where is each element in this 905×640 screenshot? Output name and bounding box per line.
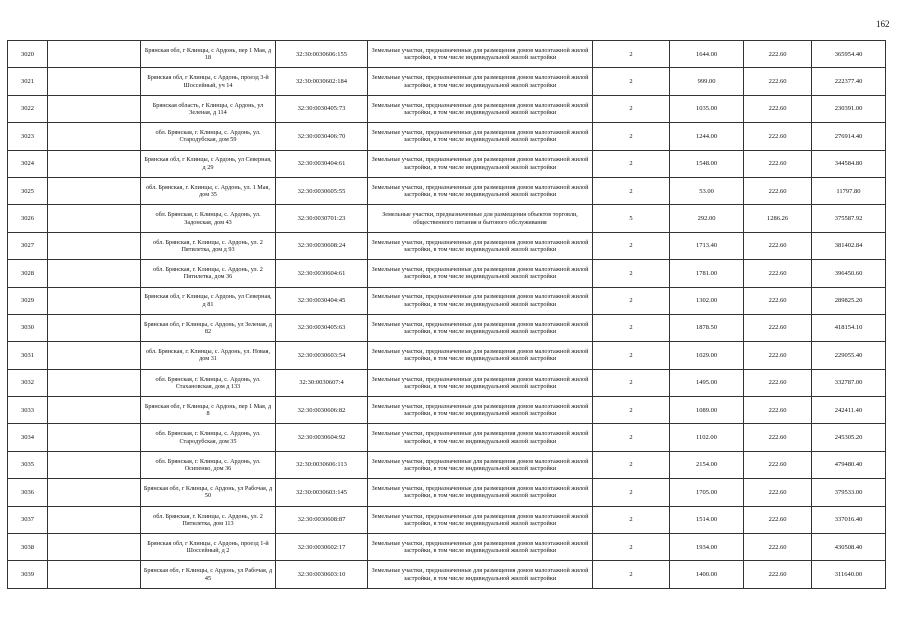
- address-cell: обл. Брянская, г. Клинцы, с. Ардонь, ул. 2 Пятилетка, дом д 93: [141, 232, 276, 259]
- rate-cell: 222.60: [744, 260, 812, 287]
- land-use-cell: Земельные участки, предназначенные для размещения домов малоэтажной жилой застройки, в том числе индивидуальной жилой застройки: [368, 41, 593, 68]
- blank-cell: [48, 314, 141, 341]
- cadastral-number-cell: 32:30:0030603:145: [276, 479, 368, 506]
- table-row: [8, 424, 886, 451]
- blank-cell: [48, 68, 141, 95]
- blank-cell: [48, 479, 141, 506]
- row-number: 3023: [8, 123, 48, 150]
- land-use-cell: Земельные участки, предназначенные для размещения домов малоэтажной жилой застройки, в том числе индивидуальной жилой застройки: [368, 123, 593, 150]
- cadastral-value-cell: 379533.00: [812, 479, 886, 506]
- area-cell: 1878.50: [670, 314, 744, 341]
- page-number: 162: [876, 19, 890, 29]
- cadastral-number-cell: 32:30:0030602:184: [276, 68, 368, 95]
- land-use-cell: Земельные участки, предназначенные для размещения домов малоэтажной жилой застройки, в том числе индивидуальной жилой застройки: [368, 260, 593, 287]
- rate-cell: 222.60: [744, 232, 812, 259]
- address-cell: Брянская обл, г Клинцы, с Ардонь, проезд 3-й Шоссейный, уч 14: [141, 68, 276, 95]
- group-cell: 2: [593, 506, 670, 533]
- rate-cell: 222.60: [744, 561, 812, 588]
- table-row: [8, 287, 886, 314]
- cadastral-value-cell: 430508.40: [812, 534, 886, 561]
- group-cell: 2: [593, 123, 670, 150]
- cadastral-number-cell: 32:30:0030406:70: [276, 123, 368, 150]
- cadastral-value-cell: 344584.80: [812, 150, 886, 177]
- rate-cell: 222.60: [744, 95, 812, 122]
- land-use-cell: Земельные участки, предназначенные для размещения объектов торговли, общественного питания и бытового обслуживания: [368, 205, 593, 232]
- blank-cell: [48, 287, 141, 314]
- cadastral-number-cell: 32:30:0030404:45: [276, 287, 368, 314]
- blank-cell: [48, 397, 141, 424]
- table-row: [8, 534, 886, 561]
- table-row: [8, 260, 886, 287]
- land-use-cell: Земельные участки, предназначенные для размещения домов малоэтажной жилой застройки, в том числе индивидуальной жилой застройки: [368, 314, 593, 341]
- row-number: 3035: [8, 451, 48, 478]
- table-row: [8, 68, 886, 95]
- table-row: [8, 123, 886, 150]
- table-row: [8, 41, 886, 68]
- land-use-cell: Земельные участки, предназначенные для размещения домов малоэтажной жилой застройки, в том числе индивидуальной жилой застройки: [368, 506, 593, 533]
- land-use-cell: Земельные участки, предназначенные для размещения домов малоэтажной жилой застройки, в том числе индивидуальной жилой застройки: [368, 397, 593, 424]
- blank-cell: [48, 506, 141, 533]
- land-use-cell: Земельные участки, предназначенные для размещения домов малоэтажной жилой застройки, в том числе индивидуальной жилой застройки: [368, 561, 593, 588]
- cadastral-value-cell: 230391.00: [812, 95, 886, 122]
- area-cell: 1514.00: [670, 506, 744, 533]
- area-cell: 999.00: [670, 68, 744, 95]
- cadastral-value-cell: 418154.10: [812, 314, 886, 341]
- address-cell: обл. Брянская, г. Клинцы, с. Ардонь, ул. Осипенко, дом 36: [141, 451, 276, 478]
- row-number: 3020: [8, 41, 48, 68]
- rate-cell: 222.60: [744, 479, 812, 506]
- group-cell: 2: [593, 451, 670, 478]
- row-number: 3028: [8, 260, 48, 287]
- land-use-cell: Земельные участки, предназначенные для размещения домов малоэтажной жилой застройки, в том числе индивидуальной жилой застройки: [368, 451, 593, 478]
- cadastral-value-cell: 479480.40: [812, 451, 886, 478]
- cadastral-value-cell: 375587.92: [812, 205, 886, 232]
- cadastral-number-cell: 32:30:0030606:155: [276, 41, 368, 68]
- area-cell: 1400.00: [670, 561, 744, 588]
- address-cell: обл. Брянская, г. Клинцы, с. Ардонь, ул. Стародубская, дом 59: [141, 123, 276, 150]
- rate-cell: 222.60: [744, 287, 812, 314]
- address-cell: обл. Брянская, г. Клинцы, с. Ардонь, ул. Стародубская, дом 35: [141, 424, 276, 451]
- cadastral-number-cell: 32:30:0030603:54: [276, 342, 368, 369]
- cadastral-value-cell: 276914.40: [812, 123, 886, 150]
- land-use-cell: Земельные участки, предназначенные для размещения домов малоэтажной жилой застройки, в том числе индивидуальной жилой застройки: [368, 150, 593, 177]
- row-number: 3038: [8, 534, 48, 561]
- area-cell: 292.00: [670, 205, 744, 232]
- cadastral-number-cell: 32:30:0030604:92: [276, 424, 368, 451]
- cadastral-value-cell: 289825.20: [812, 287, 886, 314]
- area-cell: 1035.00: [670, 95, 744, 122]
- area-cell: 1244.00: [670, 123, 744, 150]
- blank-cell: [48, 123, 141, 150]
- address-cell: Брянская обл, г Клинцы, с Ардонь, ул Рабочая, д 50: [141, 479, 276, 506]
- area-cell: 1089.00: [670, 397, 744, 424]
- cadastral-number-cell: 32:30:0030606:82: [276, 397, 368, 424]
- rate-cell: 222.60: [744, 369, 812, 396]
- group-cell: 2: [593, 479, 670, 506]
- rate-cell: 222.60: [744, 506, 812, 533]
- rate-cell: 222.60: [744, 342, 812, 369]
- address-cell: Брянская обл, г Клинцы, с Ардонь, ул Северная, д 81: [141, 287, 276, 314]
- cadastral-number-cell: 32:30:0030607:4: [276, 369, 368, 396]
- row-number: 3039: [8, 561, 48, 588]
- rate-cell: 222.60: [744, 534, 812, 561]
- cadastral-value-cell: 245305.20: [812, 424, 886, 451]
- area-cell: 2154.00: [670, 451, 744, 478]
- cadastral-value-cell: 229055.40: [812, 342, 886, 369]
- land-use-cell: Земельные участки, предназначенные для размещения домов малоэтажной жилой застройки, в том числе индивидуальной жилой застройки: [368, 287, 593, 314]
- cadastral-value-cell: 242411.40: [812, 397, 886, 424]
- area-cell: 1781.00: [670, 260, 744, 287]
- land-use-cell: Земельные участки, предназначенные для размещения домов малоэтажной жилой застройки, в том числе индивидуальной жилой застройки: [368, 342, 593, 369]
- blank-cell: [48, 424, 141, 451]
- cadastral-value-cell: 396450.60: [812, 260, 886, 287]
- row-number: 3032: [8, 369, 48, 396]
- blank-cell: [48, 451, 141, 478]
- area-cell: 1495.00: [670, 369, 744, 396]
- group-cell: 2: [593, 561, 670, 588]
- table-row: [8, 451, 886, 478]
- cadastral-value-cell: 365954.40: [812, 41, 886, 68]
- cadastral-number-cell: 32:30:0030608:24: [276, 232, 368, 259]
- table-row: [8, 95, 886, 122]
- table-row: [8, 479, 886, 506]
- address-cell: Брянская обл, г Клинцы, с Ардонь, проезд 1-й Шоссейный, д 2: [141, 534, 276, 561]
- cadastral-value-cell: 337016.40: [812, 506, 886, 533]
- group-cell: 2: [593, 424, 670, 451]
- blank-cell: [48, 177, 141, 204]
- land-use-cell: Земельные участки, предназначенные для размещения домов малоэтажной жилой застройки, в том числе индивидуальной жилой застройки: [368, 95, 593, 122]
- group-cell: 2: [593, 68, 670, 95]
- group-cell: 2: [593, 369, 670, 396]
- cadastral-value-cell: 222377.40: [812, 68, 886, 95]
- cadastral-number-cell: 32:30:0030405:63: [276, 314, 368, 341]
- table-row: [8, 232, 886, 259]
- table-row: [8, 561, 886, 588]
- area-cell: 1713.40: [670, 232, 744, 259]
- land-use-cell: Земельные участки, предназначенные для размещения домов малоэтажной жилой застройки, в том числе индивидуальной жилой застройки: [368, 177, 593, 204]
- table-row: [8, 397, 886, 424]
- row-number: 3034: [8, 424, 48, 451]
- row-number: 3025: [8, 177, 48, 204]
- table-row: [8, 506, 886, 533]
- group-cell: 2: [593, 41, 670, 68]
- blank-cell: [48, 232, 141, 259]
- rate-cell: 222.60: [744, 150, 812, 177]
- row-number: 3037: [8, 506, 48, 533]
- area-cell: 1934.00: [670, 534, 744, 561]
- rate-cell: 1286.26: [744, 205, 812, 232]
- group-cell: 2: [593, 534, 670, 561]
- area-cell: 1102.00: [670, 424, 744, 451]
- group-cell: 2: [593, 95, 670, 122]
- address-cell: обл. Брянская, г. Клинцы, с. Ардонь, ул. 2 Пятилетка, дом 36: [141, 260, 276, 287]
- rate-cell: 222.60: [744, 123, 812, 150]
- cadastral-number-cell: 32:30:0030606:113: [276, 451, 368, 478]
- cadastral-number-cell: 32:30:0030604:61: [276, 260, 368, 287]
- cadastral-number-cell: 32:30:0030603:10: [276, 561, 368, 588]
- group-cell: 2: [593, 342, 670, 369]
- rate-cell: 222.60: [744, 397, 812, 424]
- group-cell: 2: [593, 260, 670, 287]
- blank-cell: [48, 150, 141, 177]
- cadastral-value-cell: 11797.80: [812, 177, 886, 204]
- row-number: 3029: [8, 287, 48, 314]
- area-cell: 1302.00: [670, 287, 744, 314]
- address-cell: Брянская область, г Клинцы, с Ардонь, ул Зеленая, д 114: [141, 95, 276, 122]
- address-cell: обл. Брянская, г. Клинцы, с. Ардонь, ул. Новая, дом 31: [141, 342, 276, 369]
- row-number: 3036: [8, 479, 48, 506]
- cadastral-value-table: [7, 40, 886, 589]
- rate-cell: 222.60: [744, 41, 812, 68]
- blank-cell: [48, 205, 141, 232]
- row-number: 3022: [8, 95, 48, 122]
- cadastral-value-cell: 381402.84: [812, 232, 886, 259]
- blank-cell: [48, 95, 141, 122]
- area-cell: 1029.00: [670, 342, 744, 369]
- rate-cell: 222.60: [744, 314, 812, 341]
- address-cell: Брянская обл, г Клинцы, с Ардонь, ул Зеленая, д 82: [141, 314, 276, 341]
- land-use-cell: Земельные участки, предназначенные для размещения домов малоэтажной жилой застройки, в том числе индивидуальной жилой застройки: [368, 68, 593, 95]
- area-cell: 53.00: [670, 177, 744, 204]
- blank-cell: [48, 534, 141, 561]
- group-cell: 2: [593, 287, 670, 314]
- group-cell: 2: [593, 397, 670, 424]
- land-use-cell: Земельные участки, предназначенные для размещения домов малоэтажной жилой застройки, в том числе индивидуальной жилой застройки: [368, 369, 593, 396]
- land-use-cell: Земельные участки, предназначенные для размещения домов малоэтажной жилой застройки, в том числе индивидуальной жилой застройки: [368, 534, 593, 561]
- row-number: 3033: [8, 397, 48, 424]
- address-cell: Брянская обл, г Клинцы, с Ардонь, пер 1 Мая, д 18: [141, 41, 276, 68]
- blank-cell: [48, 41, 141, 68]
- land-use-cell: Земельные участки, предназначенные для размещения домов малоэтажной жилой застройки, в том числе индивидуальной жилой застройки: [368, 479, 593, 506]
- row-number: 3026: [8, 205, 48, 232]
- table-row: [8, 342, 886, 369]
- cadastral-number-cell: 32:30:0030605:55: [276, 177, 368, 204]
- row-number: 3031: [8, 342, 48, 369]
- cadastral-number-cell: 32:30:0030405:73: [276, 95, 368, 122]
- row-number: 3030: [8, 314, 48, 341]
- table-row: [8, 150, 886, 177]
- cadastral-value-cell: 311640.00: [812, 561, 886, 588]
- blank-cell: [48, 561, 141, 588]
- rate-cell: 222.60: [744, 68, 812, 95]
- row-number: 3024: [8, 150, 48, 177]
- blank-cell: [48, 369, 141, 396]
- table-row: [8, 205, 886, 232]
- blank-cell: [48, 342, 141, 369]
- rate-cell: 222.60: [744, 424, 812, 451]
- rate-cell: 222.60: [744, 177, 812, 204]
- address-cell: Брянская обл, г Клинцы, с Ардонь, ул Рабочая, д 45: [141, 561, 276, 588]
- address-cell: обл. Брянская, г. Клинцы, с. Ардонь, ул. Задонская, дом 43: [141, 205, 276, 232]
- land-use-cell: Земельные участки, предназначенные для размещения домов малоэтажной жилой застройки, в том числе индивидуальной жилой застройки: [368, 424, 593, 451]
- table-row: [8, 314, 886, 341]
- group-cell: 2: [593, 150, 670, 177]
- cadastral-number-cell: 32:30:0030608:87: [276, 506, 368, 533]
- address-cell: обл. Брянская, г. Клинцы, с. Ардонь, ул. Стахановская, дом д 133: [141, 369, 276, 396]
- row-number: 3021: [8, 68, 48, 95]
- group-cell: 2: [593, 232, 670, 259]
- blank-cell: [48, 260, 141, 287]
- group-cell: 2: [593, 314, 670, 341]
- row-number: 3027: [8, 232, 48, 259]
- rate-cell: 222.60: [744, 451, 812, 478]
- area-cell: 1705.00: [670, 479, 744, 506]
- address-cell: обл. Брянская, г. Клинцы, с. Ардонь, ул. 1 Мая, дом 35: [141, 177, 276, 204]
- area-cell: 1644.00: [670, 41, 744, 68]
- table-row: [8, 369, 886, 396]
- table-row: [8, 177, 886, 204]
- land-use-cell: Земельные участки, предназначенные для размещения домов малоэтажной жилой застройки, в том числе индивидуальной жилой застройки: [368, 232, 593, 259]
- cadastral-value-cell: 332787.00: [812, 369, 886, 396]
- group-cell: 5: [593, 205, 670, 232]
- cadastral-number-cell: 32:30:0030404:61: [276, 150, 368, 177]
- group-cell: 2: [593, 177, 670, 204]
- area-cell: 1548.00: [670, 150, 744, 177]
- address-cell: обл. Брянская, г. Клинцы, с. Ардонь, ул. 2 Пятилетка, дом 113: [141, 506, 276, 533]
- cadastral-number-cell: 32:30:0030701:23: [276, 205, 368, 232]
- address-cell: Брянская обл, г Клинцы, с Ардонь, пер 1 Мая, д 8: [141, 397, 276, 424]
- address-cell: Брянская обл, г Клинцы, с Ардонь, ул Северная, д 29: [141, 150, 276, 177]
- cadastral-number-cell: 32:30:0030602:17: [276, 534, 368, 561]
